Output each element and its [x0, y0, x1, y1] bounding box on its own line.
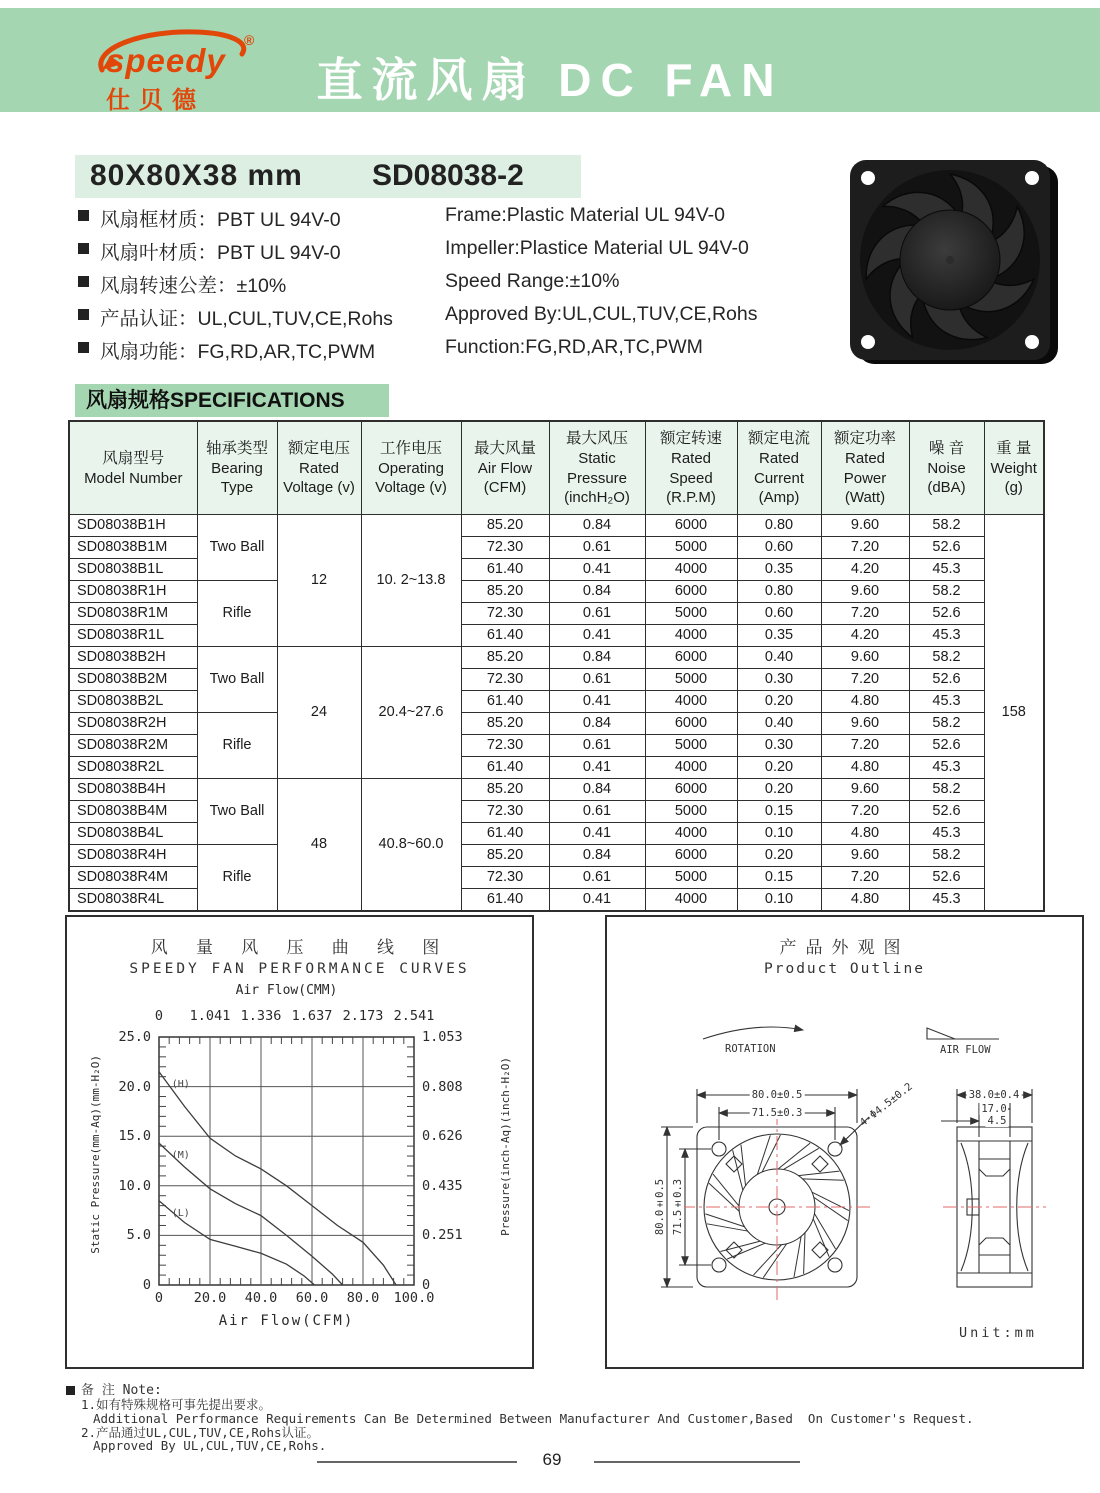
bottom-axis-label: Air Flow(CFM) — [218, 1313, 355, 1329]
model-cell: SD08038R2H — [69, 712, 197, 734]
spec-cell: 45.3 — [909, 690, 984, 712]
bearing-cell: Two Ball — [197, 646, 277, 712]
spec-cell: 0.35 — [737, 624, 821, 646]
product-size: 80X80X38 mm — [90, 159, 303, 192]
spec-cell: 0.61 — [549, 866, 645, 888]
bullet-square-icon — [78, 276, 89, 287]
footer-rule-right — [594, 1461, 800, 1463]
spec-cell: 5000 — [645, 734, 737, 756]
spec-cell: 52.6 — [909, 800, 984, 822]
fan-photo-image — [820, 156, 1094, 370]
spec-cell: 61.40 — [461, 624, 549, 646]
spec-row — [69, 844, 1044, 866]
spec-cell: 0.41 — [549, 624, 645, 646]
spec-cell: 0.20 — [737, 756, 821, 778]
bottom-axis-tick: 0 — [154, 1290, 164, 1306]
weight-cell: 158 — [984, 514, 1044, 911]
spec-cell: 0.10 — [737, 888, 821, 911]
spec-cell: 52.6 — [909, 668, 984, 690]
model-cell: SD08038R2L — [69, 756, 197, 778]
rated-voltage-cell: 48 — [277, 778, 361, 911]
spec-table-body — [69, 514, 1044, 911]
spec-cell: 85.20 — [461, 514, 549, 536]
rated-voltage-cell: 24 — [277, 646, 361, 778]
spec-cell: 9.60 — [821, 844, 909, 866]
spec-cell: 6000 — [645, 712, 737, 734]
model-cell: SD08038B2H — [69, 646, 197, 668]
spec-cell: 0.30 — [737, 734, 821, 756]
spec-cell: 0.61 — [549, 536, 645, 558]
col-bearing: 轴承类型 Bearing Type — [197, 421, 277, 514]
bottom-axis-tick: 100.0 — [393, 1290, 435, 1306]
spec-cell: 6000 — [645, 778, 737, 800]
spec-cell: 0.40 — [737, 712, 821, 734]
bearing-cell: Rifle — [197, 844, 277, 911]
spec-cell: 9.60 — [821, 646, 909, 668]
model-cell: SD08038R4H — [69, 844, 197, 866]
col-rated-speed: 额定转速 Rated Speed (R.P.M) — [645, 421, 737, 514]
bearing-cell: Rifle — [197, 712, 277, 778]
dim-hole-span-v: 71.5±0.3 — [672, 1178, 684, 1236]
spec-cell: 7.20 — [821, 800, 909, 822]
registered-mark: ® — [244, 32, 255, 48]
spec-row — [69, 514, 1044, 536]
chart-title-en: SPEEDY FAN PERFORMANCE CURVES — [129, 961, 470, 977]
spec-cell: 5000 — [645, 866, 737, 888]
spec-cell: 0.41 — [549, 888, 645, 911]
bullet-square-icon — [66, 1386, 75, 1395]
spec-row — [69, 580, 1044, 602]
spec-cell: 0.20 — [737, 844, 821, 866]
spec-cell: 4000 — [645, 690, 737, 712]
spec-cell: 85.20 — [461, 712, 549, 734]
airflow-label: AIR FLOW — [940, 1044, 991, 1056]
spec-cell: 5000 — [645, 668, 737, 690]
col-static-pressure: 最大风压 Static Pressure (inchH₂O) — [549, 421, 645, 514]
right-axis-tick: 0.626 — [422, 1128, 463, 1145]
operating-voltage-cell: 20.4~27.6 — [361, 646, 461, 778]
spec-cell: 58.2 — [909, 844, 984, 866]
spec-cell: 72.30 — [461, 602, 549, 624]
model-cell: SD08038R4L — [69, 888, 197, 911]
right-axis-label: Pressure(inch-Aq)(inch-H₂O) — [499, 1057, 512, 1236]
spec-cell: 4000 — [645, 624, 737, 646]
spec-cell: 85.20 — [461, 778, 549, 800]
note-line: Additional Performance Requirements Can Be Determined Between Manufacturer And Customer,Based On Customer's Request. — [93, 1410, 974, 1426]
spec-table-grid — [68, 420, 1045, 912]
rotation-label: ROTATION — [725, 1043, 776, 1055]
top-axis-label: Air Flow(CMM) — [235, 983, 338, 998]
spec-cell: 7.20 — [821, 536, 909, 558]
model-cell: SD08038B4H — [69, 778, 197, 800]
spec-cell: 61.40 — [461, 888, 549, 911]
model-cell: SD08038R1M — [69, 602, 197, 624]
top-axis-tick: 2.541 — [393, 1008, 435, 1024]
spec-cell: 7.20 — [821, 602, 909, 624]
spec-cell: 0.80 — [737, 514, 821, 536]
notes-title: 备 注 Note: — [81, 1383, 162, 1398]
spec-section-title: 风扇规格SPECIFICATIONS — [75, 384, 389, 417]
spec-cell: 0.41 — [549, 690, 645, 712]
spec-cell: 61.40 — [461, 822, 549, 844]
curve-label: (L) — [171, 1207, 190, 1219]
spec-cell: 0.84 — [549, 712, 645, 734]
dim-hole-span: 71.5±0.3 — [751, 1107, 803, 1119]
unit-label: Unit:mm — [959, 1325, 1037, 1341]
spec-cell: 6000 — [645, 844, 737, 866]
spec-cell: 61.40 — [461, 756, 549, 778]
feature-cn: 风扇框材质：PBT UL 94V-0 — [100, 209, 341, 231]
model-cell: SD08038B1H — [69, 514, 197, 536]
feature-cn: 风扇转速公差：±10% — [100, 275, 287, 297]
spec-cell: 4.80 — [821, 690, 909, 712]
outline-title-cn: 产品外观图 — [779, 938, 910, 958]
bottom-axis-tick: 60.0 — [295, 1290, 329, 1306]
model-cell: SD08038B4L — [69, 822, 197, 844]
spec-cell: 0.10 — [737, 822, 821, 844]
bullet-square-icon — [78, 342, 89, 353]
spec-cell: 0.61 — [549, 602, 645, 624]
spec-cell: 0.84 — [549, 844, 645, 866]
spec-cell: 52.6 — [909, 536, 984, 558]
left-axis-tick: 5.0 — [126, 1227, 151, 1244]
note-line: 2.产品通过UL,CUL,TUV,CE,Rohs认证。 — [81, 1424, 320, 1440]
col-operating-voltage: 工作电压 Operating Voltage (v) — [361, 421, 461, 514]
spec-cell: 0.60 — [737, 536, 821, 558]
spec-cell: 0.84 — [549, 778, 645, 800]
spec-cell: 52.6 — [909, 602, 984, 624]
page-title: 直流风扇 DC FAN — [316, 54, 784, 106]
spec-cell: 85.20 — [461, 580, 549, 602]
dim-offset: 4.5 — [987, 1115, 1007, 1127]
spec-cell: 58.2 — [909, 712, 984, 734]
spec-cell: 4000 — [645, 558, 737, 580]
spec-cell: 0.61 — [549, 734, 645, 756]
left-axis-tick: 10.0 — [118, 1177, 151, 1194]
top-axis-tick: 0 — [154, 1008, 164, 1024]
bullet-square-icon — [78, 243, 89, 254]
col-noise: 噪 音 Noise (dBA) — [909, 421, 984, 514]
left-axis-label: Static Pressure(mm-Aq)(mm-H₂O) — [89, 1055, 102, 1254]
spec-cell: 9.60 — [821, 712, 909, 734]
product-title-strip — [75, 155, 581, 198]
feature-en: Speed Range:±10% — [445, 270, 620, 292]
spec-cell: 0.41 — [549, 822, 645, 844]
spec-cell: 0.84 — [549, 580, 645, 602]
spec-cell: 4.20 — [821, 558, 909, 580]
spec-cell: 0.84 — [549, 514, 645, 536]
col-rated-voltage: 额定电压 Rated Voltage (v) — [277, 421, 361, 514]
spec-cell: 45.3 — [909, 624, 984, 646]
spec-cell: 4.80 — [821, 756, 909, 778]
operating-voltage-cell: 40.8~60.0 — [361, 778, 461, 911]
feature-en: Frame:Plastic Material UL 94V-0 — [445, 204, 725, 226]
logo-text: speedy — [106, 42, 226, 79]
spec-cell: 45.3 — [909, 822, 984, 844]
product-model: SD08038-2 — [372, 159, 524, 192]
spec-cell: 6000 — [645, 646, 737, 668]
spec-cell: 7.20 — [821, 866, 909, 888]
col-model: 风扇型号 Model Number — [69, 421, 197, 514]
spec-cell: 9.60 — [821, 580, 909, 602]
rated-voltage-cell: 12 — [277, 514, 361, 646]
notes-section — [66, 1383, 1078, 1453]
feature-en: Function:FG,RD,AR,TC,PWM — [445, 336, 703, 358]
bullet-square-icon — [78, 210, 89, 221]
spec-cell: 52.6 — [909, 866, 984, 888]
dim-width: 80.0±0.5 — [751, 1089, 803, 1101]
dim-height: 80.0±0.5 — [654, 1178, 666, 1236]
page-number: 69 — [542, 1450, 562, 1469]
feature-cn: 风扇功能：FG,RD,AR,TC,PWM — [100, 341, 376, 363]
spec-cell: 45.3 — [909, 756, 984, 778]
spec-cell: 4.20 — [821, 624, 909, 646]
spec-cell: 0.61 — [549, 668, 645, 690]
model-cell: SD08038R4M — [69, 866, 197, 888]
spec-row — [69, 646, 1044, 668]
notes-title-row — [66, 1383, 1078, 1398]
note-line: 1.如有特殊规格可事先提出要求。 — [81, 1397, 272, 1412]
left-axis-tick: 15.0 — [118, 1128, 151, 1145]
model-cell: SD08038B1M — [69, 536, 197, 558]
spec-cell: 0.15 — [737, 866, 821, 888]
right-axis-tick: 0.808 — [422, 1078, 463, 1095]
spec-cell: 0.40 — [737, 646, 821, 668]
col-air-flow: 最大风量 Air Flow (CFM) — [461, 421, 549, 514]
curve-label: (M) — [171, 1150, 190, 1162]
spec-cell: 4000 — [645, 756, 737, 778]
spec-cell: 72.30 — [461, 668, 549, 690]
col-weight: 重 量 Weight (g) — [984, 421, 1044, 514]
spec-cell: 4000 — [645, 822, 737, 844]
right-axis-tick: 0 — [422, 1277, 431, 1293]
spec-cell: 58.2 — [909, 514, 984, 536]
spec-table — [68, 420, 1045, 912]
spec-cell: 0.41 — [549, 756, 645, 778]
feature-en: Approved By:UL,CUL,TUV,CE,Rohs — [445, 303, 758, 325]
spec-cell: 0.15 — [737, 800, 821, 822]
model-cell: SD08038B2M — [69, 668, 197, 690]
spec-cell: 0.61 — [549, 800, 645, 822]
spec-cell: 85.20 — [461, 646, 549, 668]
spec-cell: 0.35 — [737, 558, 821, 580]
spec-cell: 85.20 — [461, 844, 549, 866]
fan-product-photo — [820, 156, 1094, 370]
spec-cell: 7.20 — [821, 734, 909, 756]
spec-cell: 0.20 — [737, 778, 821, 800]
spec-row — [69, 778, 1044, 800]
top-axis-tick: 1.336 — [240, 1008, 282, 1024]
dim-hub: 17.0 — [981, 1103, 1007, 1115]
right-axis-tick: 0.251 — [422, 1227, 463, 1244]
note-line: Approved By UL,CUL,TUV,CE,Rohs. — [93, 1438, 327, 1454]
spec-cell: 58.2 — [909, 778, 984, 800]
spec-cell: 9.60 — [821, 514, 909, 536]
spec-cell: 0.20 — [737, 690, 821, 712]
spec-cell: 6000 — [645, 580, 737, 602]
spec-cell: 58.2 — [909, 646, 984, 668]
spec-cell: 58.2 — [909, 580, 984, 602]
model-cell: SD08038R1H — [69, 580, 197, 602]
dim-depth: 38.0±0.4 — [968, 1089, 1020, 1101]
spec-header-row — [69, 421, 1044, 514]
bottom-axis-tick: 20.0 — [193, 1290, 227, 1306]
model-cell: SD08038B2L — [69, 690, 197, 712]
left-axis-tick: 0 — [142, 1277, 151, 1293]
spec-cell: 4000 — [645, 888, 737, 911]
performance-curves-panel — [65, 915, 534, 1369]
spec-cell: 5000 — [645, 800, 737, 822]
spec-cell: 61.40 — [461, 690, 549, 712]
top-axis-tick: 2.173 — [342, 1008, 384, 1024]
spec-cell: 4.80 — [821, 822, 909, 844]
model-cell: SD08038R1L — [69, 624, 197, 646]
product-outline-panel — [605, 915, 1084, 1369]
spec-cell: 45.3 — [909, 558, 984, 580]
spec-cell: 0.84 — [549, 646, 645, 668]
spec-cell: 0.41 — [549, 558, 645, 580]
spec-cell: 0.80 — [737, 580, 821, 602]
outline-drawing — [607, 917, 1082, 1367]
right-axis-tick: 0.435 — [422, 1177, 463, 1194]
footer-rule-left — [317, 1461, 517, 1463]
spec-cell: 52.6 — [909, 734, 984, 756]
model-cell: SD08038B1L — [69, 558, 197, 580]
spec-cell: 72.30 — [461, 866, 549, 888]
feature-en: Impeller:Plastice Material UL 94V-0 — [445, 237, 749, 259]
feature-cn: 产品认证：UL,CUL,TUV,CE,Rohs — [100, 308, 393, 330]
spec-cell: 9.60 — [821, 778, 909, 800]
spec-cell: 6000 — [645, 514, 737, 536]
logo-chinese-name: 仕贝德 — [106, 87, 205, 114]
right-axis-tick: 1.053 — [422, 1029, 463, 1045]
spec-cell: 4.80 — [821, 888, 909, 911]
col-rated-power: 额定功率 Rated Power (Watt) — [821, 421, 909, 514]
chart-plot-area — [67, 917, 532, 1367]
curve-H — [159, 1072, 396, 1285]
bearing-cell: Two Ball — [197, 514, 277, 580]
dim-holes: 4-Φ4.5±0.2 — [857, 1080, 915, 1129]
spec-cell: 7.20 — [821, 668, 909, 690]
col-rated-current: 额定电流 Rated Current (Amp) — [737, 421, 821, 514]
spec-cell: 61.40 — [461, 558, 549, 580]
left-axis-tick: 25.0 — [118, 1029, 151, 1045]
left-axis-tick: 20.0 — [118, 1078, 151, 1095]
outline-title-en: Product Outline — [764, 961, 925, 977]
spec-cell: 72.30 — [461, 734, 549, 756]
header-band — [0, 8, 1100, 112]
bottom-axis-tick: 40.0 — [244, 1290, 278, 1306]
bearing-cell: Two Ball — [197, 778, 277, 844]
spec-cell: 5000 — [645, 602, 737, 624]
spec-row — [69, 712, 1044, 734]
feature-cn: 风扇叶材质：PBT UL 94V-0 — [100, 242, 341, 264]
spec-cell: 45.3 — [909, 888, 984, 911]
bottom-axis-tick: 80.0 — [346, 1290, 380, 1306]
model-cell: SD08038B4M — [69, 800, 197, 822]
top-axis-tick: 1.041 — [189, 1008, 231, 1024]
spec-cell: 5000 — [645, 536, 737, 558]
model-cell: SD08038R2M — [69, 734, 197, 756]
spec-cell: 72.30 — [461, 536, 549, 558]
spec-cell: 72.30 — [461, 800, 549, 822]
bearing-cell: Rifle — [197, 580, 277, 646]
spec-cell: 0.30 — [737, 668, 821, 690]
operating-voltage-cell: 10. 2~13.8 — [361, 514, 461, 646]
chart-title-cn: 风 量 风 压 曲 线 图 — [150, 938, 449, 958]
curve-label: (H) — [171, 1078, 190, 1090]
top-axis-tick: 1.637 — [291, 1008, 333, 1024]
spec-cell: 0.60 — [737, 602, 821, 624]
bullet-square-icon — [78, 309, 89, 320]
